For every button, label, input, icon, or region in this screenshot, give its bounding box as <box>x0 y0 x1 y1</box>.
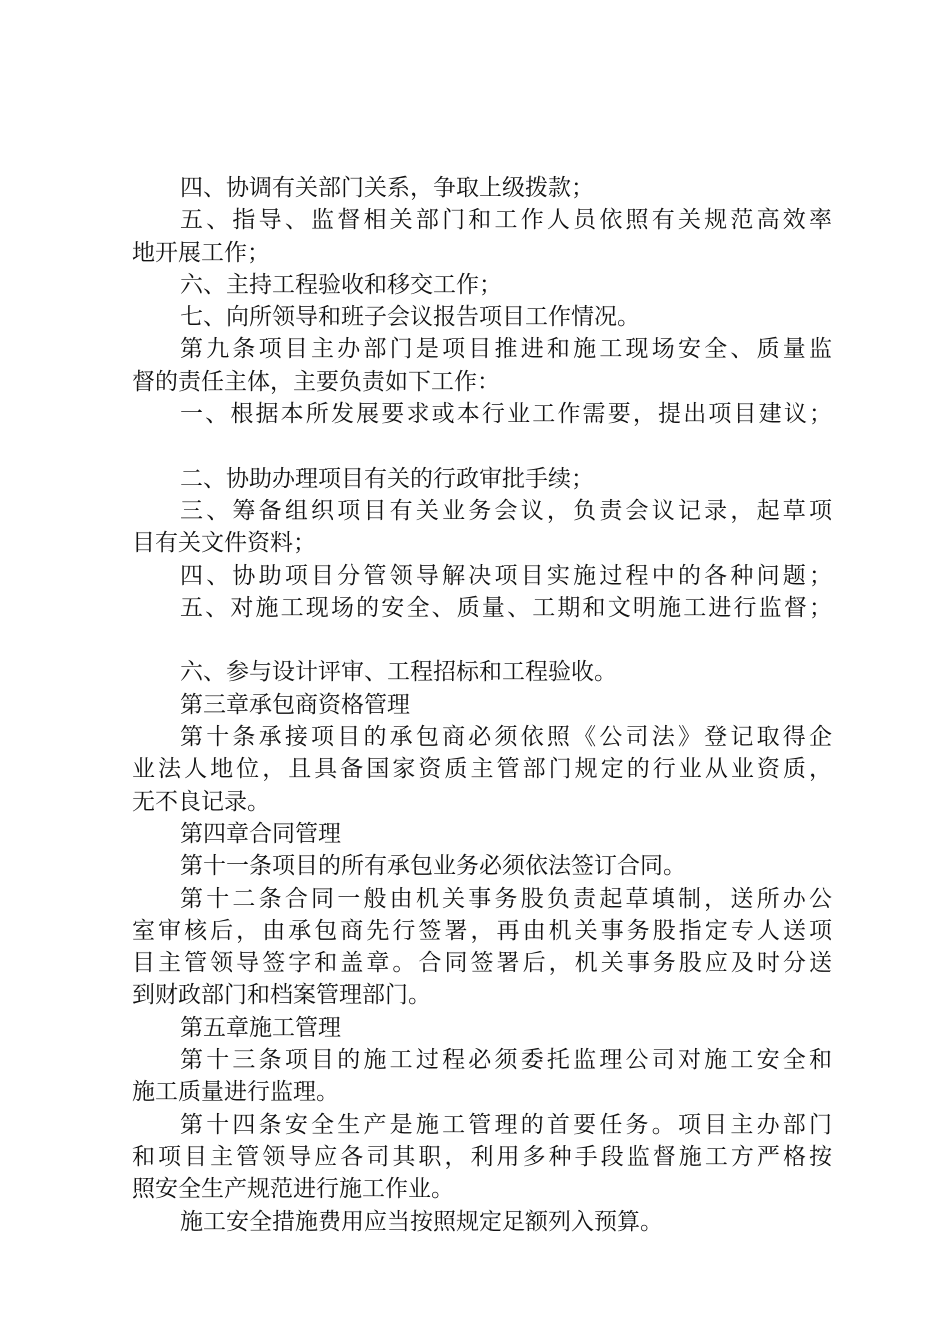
paragraph-line: 督的责任主体，主要负责如下工作： <box>132 368 500 395</box>
chapter-heading: 第三章承包商资格管理 <box>180 691 410 718</box>
paragraph-line: 目主管领导签字和盖章。合同签署后，机关事务股应及时分送 <box>132 950 832 977</box>
paragraph-line: 目有关文件资料； <box>132 530 316 557</box>
paragraph-line: 五、指导、监督相关部门和工作人员依照有关规范高效率 <box>180 207 832 234</box>
paragraph-line: 施工质量进行监理。 <box>132 1079 339 1106</box>
paragraph-line: 第十三条项目的施工过程必须委托监理公司对施工安全和 <box>180 1047 832 1074</box>
paragraph-line: 无不良记录。 <box>132 788 270 815</box>
document-body <box>132 172 832 1238</box>
paragraph-line: 四、协助项目分管领导解决项目实施过程中的各种问题； <box>180 562 832 589</box>
paragraph-line: 五、对施工现场的安全、质量、工期和文明施工进行监督； <box>180 594 832 621</box>
chapter-heading: 第五章施工管理 <box>180 1014 341 1041</box>
paragraph-line: 三、筹备组织项目有关业务会议，负责会议记录，起草项 <box>180 497 832 524</box>
paragraph-line: 和项目主管领导应各司其职，利用多种手段监督施工方严格按 <box>132 1143 832 1170</box>
paragraph-line: 六、参与设计评审、工程招标和工程验收。 <box>180 659 617 686</box>
paragraph-line: 业法人地位，且具备国家资质主管部门规定的行业从业资质， <box>132 756 832 783</box>
chapter-heading: 第四章合同管理 <box>180 820 341 847</box>
paragraph-line: 室审核后，由承包商先行签署，再由机关事务股指定专人送项 <box>132 917 832 944</box>
paragraph-line: 一、根据本所发展要求或本行业工作需要，提出项目建议； <box>180 401 832 428</box>
paragraph-line: 七、向所领导和班子会议报告项目工作情况。 <box>180 304 640 331</box>
blank-line <box>132 624 832 656</box>
paragraph-line: 到财政部门和档案管理部门。 <box>132 982 431 1009</box>
paragraph-line: 第十四条安全生产是施工管理的首要任务。项目主办部门 <box>180 1111 832 1138</box>
paragraph-line: 第十条承接项目的承包商必须依照《公司法》登记取得企 <box>180 724 832 751</box>
paragraph-line: 施工安全措施费用应当按照规定足额列入预算。 <box>180 1208 663 1235</box>
paragraph-line: 第九条项目主办部门是项目推进和施工现场安全、质量监 <box>180 336 832 363</box>
blank-line <box>132 430 832 462</box>
paragraph-line: 四、协调有关部门关系，争取上级拨款； <box>180 175 594 201</box>
paragraph-line: 第十一条项目的所有承包业务必须依法签订合同。 <box>180 853 686 880</box>
paragraph-line: 六、主持工程验收和移交工作； <box>180 271 502 298</box>
paragraph-line: 二、协助办理项目有关的行政审批手续； <box>180 465 594 492</box>
paragraph-line: 第十二条合同一般由机关事务股负责起草填制，送所办公 <box>180 885 832 912</box>
paragraph-line: 地开展工作； <box>132 239 270 266</box>
paragraph-line: 照安全生产规范进行施工作业。 <box>132 1176 454 1203</box>
